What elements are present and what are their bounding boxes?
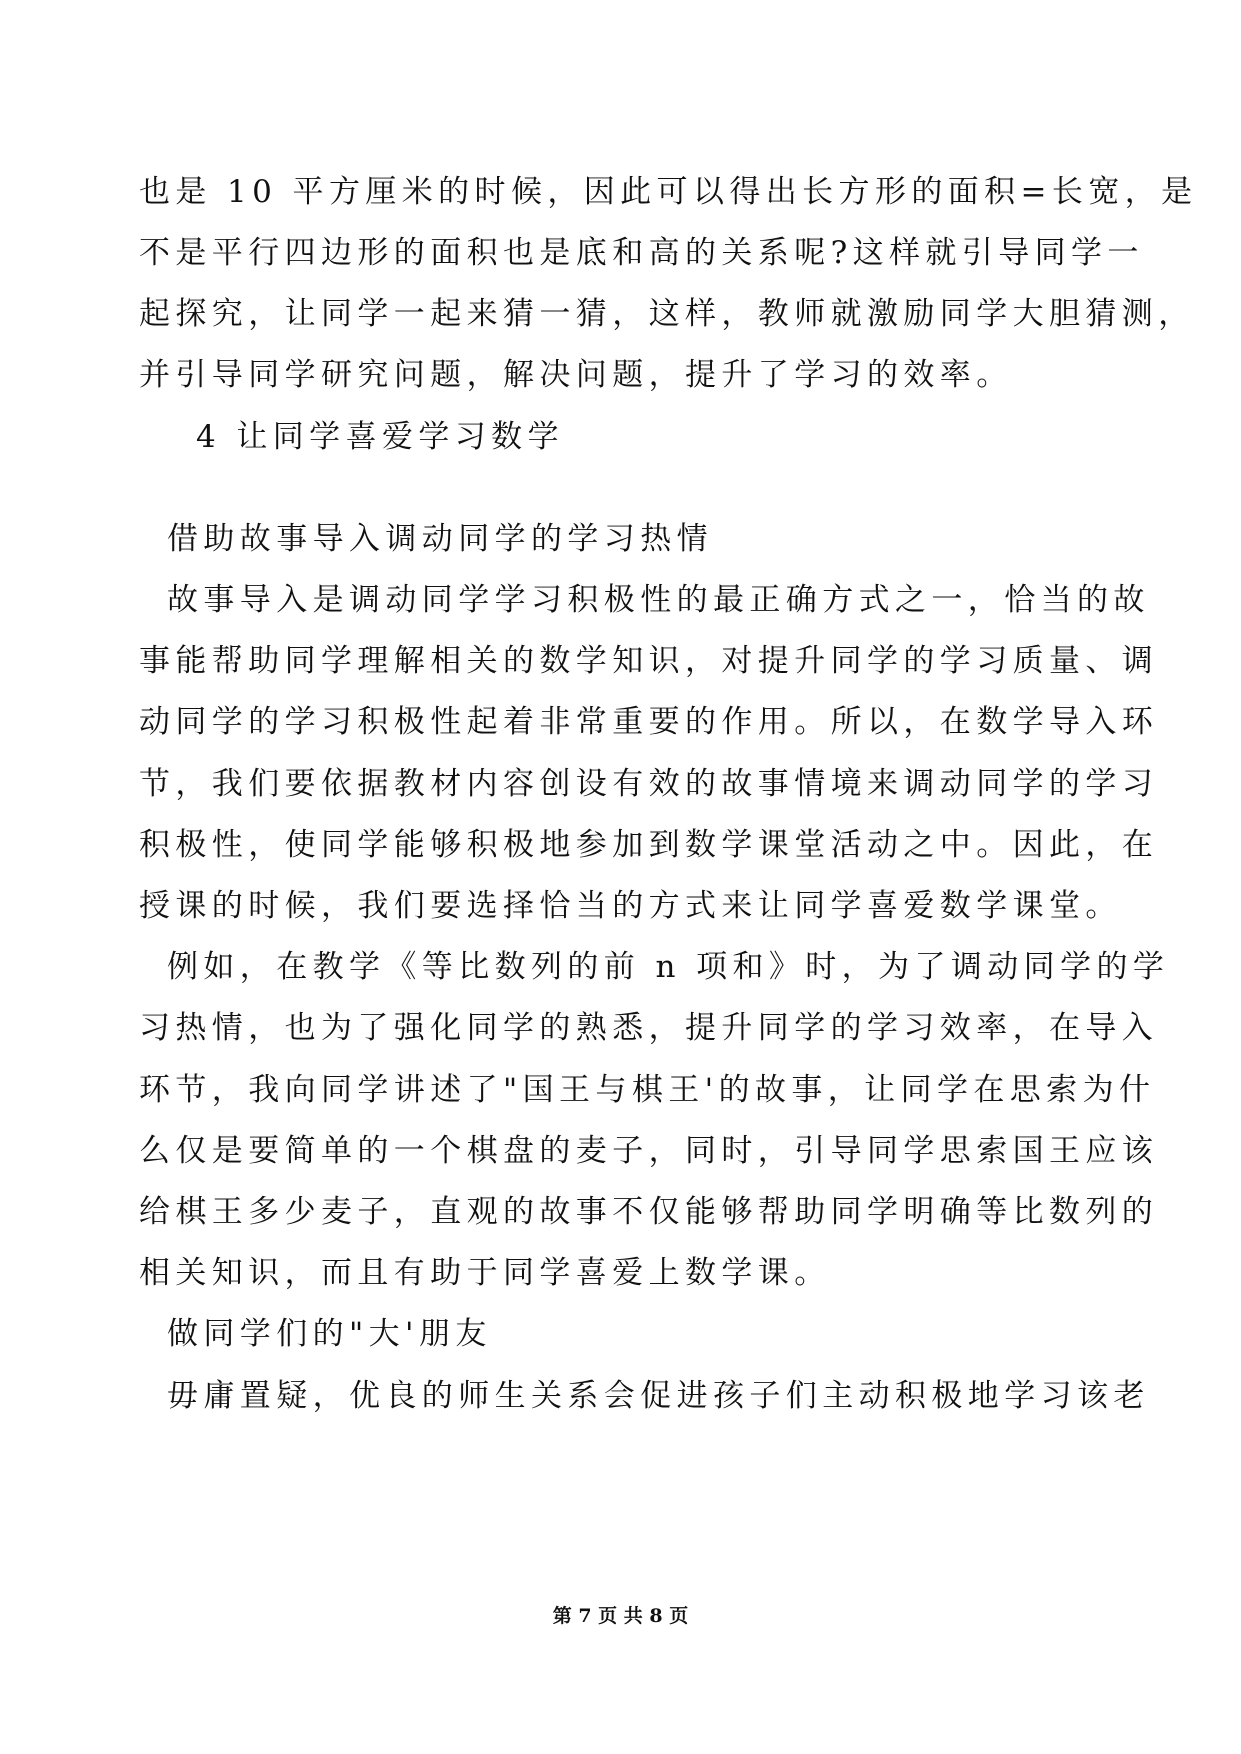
- paragraph-line: 环节，我向同学讲述了"国王与棋王'的故事，让同学在思索为什: [139, 1072, 1156, 1108]
- paragraph-line: 积极性，使同学能够积极地参加到数学课堂活动之中。因此，在: [139, 827, 1159, 863]
- section-heading: 4 让同学喜爱学习数学: [196, 419, 564, 455]
- paragraph-line: 事能帮助同学理解相关的数学知识，对提升同学的学习质量、调: [139, 643, 1159, 679]
- page-number-footer: 第 7 页 共 8 页: [552, 1605, 689, 1627]
- subsection-heading: 借助故事导入调动同学的学习热情: [167, 521, 713, 557]
- paragraph-line: 相关知识，而且有助于同学喜爱上数学课。: [139, 1255, 831, 1291]
- paragraph-line: 也是 10 平方厘米的时候，因此可以得出长方形的面积=长宽，是: [139, 174, 1198, 210]
- paragraph-line: 并引导同学研究问题，解决问题，提升了学习的效率。: [139, 357, 1013, 393]
- paragraph-line: 么仅是要简单的一个棋盘的麦子，同时，引导同学思索国王应该: [139, 1133, 1159, 1169]
- paragraph-line: 故事导入是调动同学学习积极性的最正确方式之一，恰当的故: [167, 582, 1150, 618]
- paragraph-line: 动同学的学习积极性起着非常重要的作用。所以，在数学导入环: [139, 704, 1159, 740]
- paragraph-line: 习热情，也为了强化同学的熟悉，提升同学的学习效率，在导入: [139, 1010, 1159, 1046]
- paragraph-line: 节，我们要依据教材内容创设有效的故事情境来调动同学的学习: [139, 766, 1159, 802]
- paragraph-line: 给棋王多少麦子，直观的故事不仅能够帮助同学明确等比数列的: [139, 1194, 1159, 1230]
- subsection-heading: 做同学们的"大'朋友: [167, 1316, 492, 1352]
- paragraph-line: 起探究，让同学一起来猜一猜，这样，教师就激励同学大胆猜测，: [139, 296, 1195, 332]
- paragraph-line: 毋庸置疑，优良的师生关系会促进孩子们主动积极地学习该老: [167, 1378, 1150, 1414]
- paragraph-line: 不是平行四边形的面积也是底和高的关系呢?这样就引导同学一: [139, 235, 1144, 271]
- paragraph-line: 例如，在教学《等比数列的前 n 项和》时，为了调动同学的学: [167, 949, 1170, 985]
- paragraph-line: 授课的时候，我们要选择恰当的方式来让同学喜爱数学课堂。: [139, 888, 1122, 924]
